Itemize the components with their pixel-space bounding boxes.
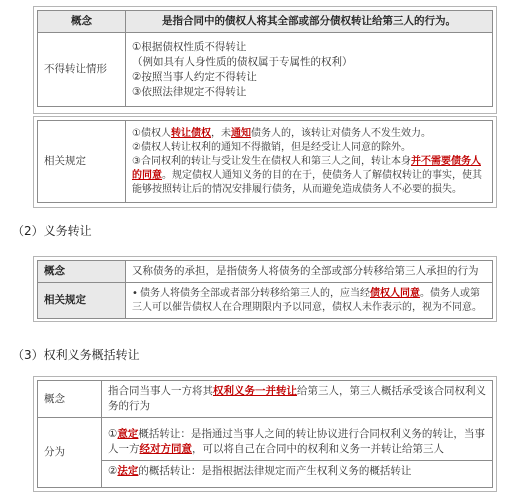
table-row (38, 261, 493, 283)
list-item: ③依照法律规定不得转让 (132, 85, 247, 98)
list-item: ②法定的概括转让：是指根据法律规定而产生权利义务的概括转让 (108, 464, 412, 477)
table-row (38, 11, 493, 33)
table-row (38, 381, 493, 418)
bullet-icon: • (132, 287, 138, 299)
concept-text: 指合同当事人一方将其权利义务一并转让给第三人，第三人概括承受该合同权利义务的行为 (102, 381, 493, 418)
rules-content (126, 121, 493, 203)
rule-item: ①债权人转让债权，未通知债务人的，该转让对债务人不发生效力。 (132, 127, 431, 139)
concept-label: 概念 (38, 261, 126, 283)
obligation-transfer-table (37, 260, 493, 319)
assignment-concept-table (37, 10, 493, 107)
concept-definition: 是指合同中的债权人将其全部或部分债权转让给第三人的行为。 (126, 11, 493, 33)
table-row (38, 121, 493, 203)
rules-label: 相关规定 (38, 283, 126, 319)
section-heading-obligation: （2）义务转让 (12, 224, 92, 238)
table-row (38, 418, 493, 488)
section-heading-comprehensive: （3）权利义务概括转让 (12, 348, 140, 362)
list-item: ①根据债权性质不得转让 (132, 40, 247, 53)
assignment-rules-table (37, 120, 493, 203)
list-item: ①意定概括转让：是指通过当事人之间的转让协议进行合同权利义务的转让，当事人一方经对方同意，可以将自己在合同中的权利和义务一并转让给第三人 (102, 424, 492, 461)
rule-item: ②债权人转让权利的通知不得撤销，但是经受让人同意的除外。 (132, 141, 411, 153)
types-label: 分为 (38, 418, 102, 488)
restriction-list (126, 33, 493, 107)
concept-header: 概念 (38, 11, 126, 33)
table-row (38, 33, 493, 107)
types-content (102, 418, 493, 488)
rules-text: • 债务人将债务全部或者部分转移给第三人的，应当经债权人同意。债务人或第三人可以催告债权人在合理期限内予以同意，债权人未作表示的，视为不同意。 (126, 283, 493, 319)
comprehensive-transfer-table (37, 380, 493, 488)
table-row (38, 283, 493, 319)
concept-text: 又称债务的承担，是指债务人将债务的全部或部分转移给第三人承担的行为 (126, 261, 493, 283)
restriction-label: 不得转让情形 (38, 33, 126, 107)
rule-item: ③合同权利的转让与受让发生在债权人和第三人之间，转让本身并不需要债务人的同意。规定债权人通知义务的目的在于，使债务人了解债权转让的事实，使其能够按照转让后的情况安排履行债务，从而避免造成债务人不必要的损失。 (132, 155, 482, 195)
concept-label: 概念 (38, 381, 102, 418)
list-item: ②按照当事人约定不得转让 (132, 70, 257, 83)
rules-label: 相关规定 (38, 121, 126, 203)
list-item: （例如具有人身性质的债权属于专属性的权利） (132, 55, 353, 68)
